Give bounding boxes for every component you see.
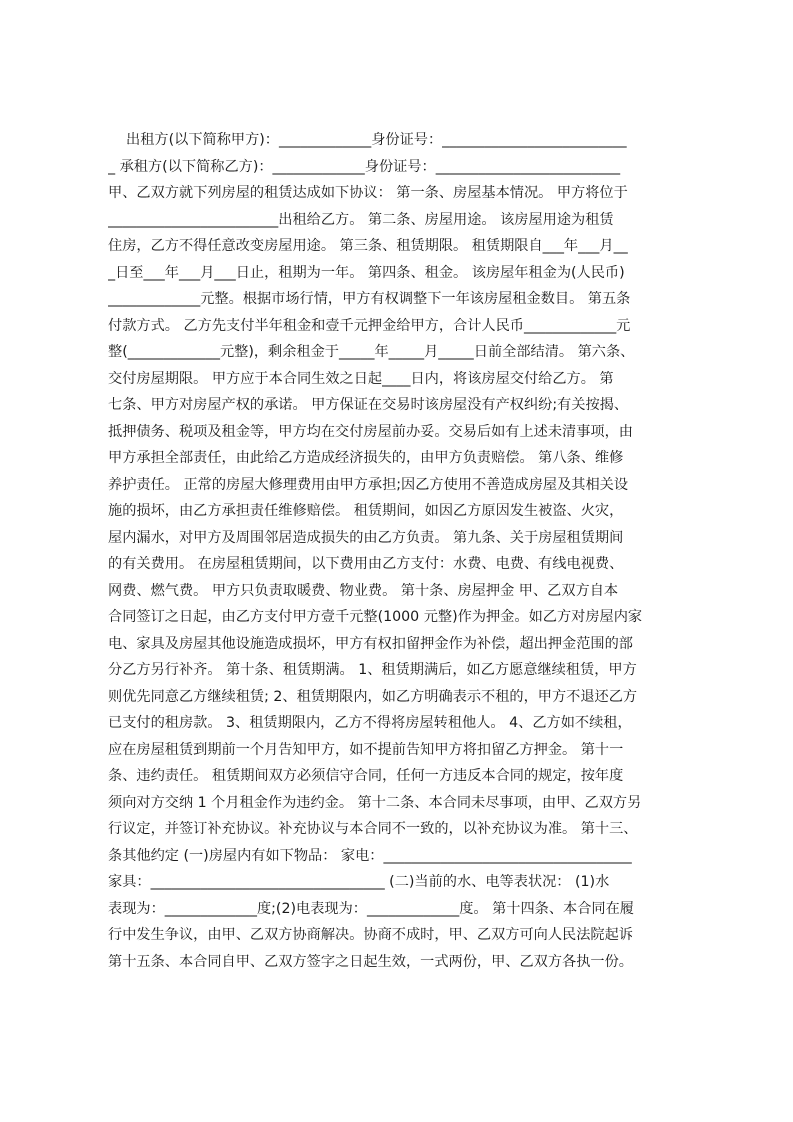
text-line: 住房，乙方不得任意改变房屋用途。 第三条、租赁期限。 租赁期限自___年___月__ bbox=[108, 238, 628, 254]
text-line: 养护责任。 正常的房屋大修理费用由甲方承担;因乙方使用不善造成房屋及其相关设 bbox=[108, 476, 629, 493]
text-line: 的有关费用。 在房屋租赁期间，以下费用由乙方支付：水费、电费、有线电视费、 bbox=[108, 556, 624, 572]
text-line: 第十五条、本合同自甲、乙双方签字之日起生效，一式两份，甲、乙双方各执一份。 bbox=[108, 953, 633, 970]
text-line: 甲方承担全部责任，由此给乙方造成经济损失的，由甲方负责赔偿。 第八条、维修 bbox=[108, 450, 624, 466]
text-line: 屋内漏水，对甲方及周围邻居造成损失的由乙方负责。 第九条、关于房屋租赁期间 bbox=[108, 529, 624, 546]
text-line: 须向对方交纳 1 个月租金作为违约金。 第十二条、本合同未尽事项，由甲、乙双方另 bbox=[108, 794, 642, 811]
text-line: 已支付的租房款。 3、租赁期限内，乙方不得将房屋转租他人。 4、乙方如不续租， bbox=[108, 715, 632, 731]
text-line: 行议定，并签订补充协议。补充协议与本合同不一致的，以补充协议为准。 第十三、 bbox=[108, 821, 638, 837]
text-line: 付款方式。 乙方先支付半年租金和壹千元押金给甲方，合计人民币_____________元 bbox=[108, 317, 631, 334]
text-line: 施的损坏，由乙方承担责任维修赔偿。 租赁期间，如因乙方原因发生被盗、火灾， bbox=[108, 503, 624, 519]
text-line: _日至___年___月___日止，租期为一年。 第四条、租金。 该房屋年租金为(人民币) bbox=[108, 264, 625, 281]
text-line: 甲、乙双方就下列房屋的租赁达成如下协议： 第一条、房屋基本情况。 甲方将位于 bbox=[108, 185, 628, 201]
text-line: 应在房屋租赁到期前一个月告知甲方，如不提前告知甲方将扣留乙方押金。 第十一 bbox=[108, 741, 624, 758]
text-line: _ 承租方(以下简称乙方)：_____________身份证号：__________________________ bbox=[108, 158, 621, 175]
text-line: 条其他约定 (一)房屋内有如下物品： 家电：___________________________________ bbox=[108, 847, 632, 864]
text-line: _____________元整。根据市场行情，甲方有权调整下一年该房屋租金数目。 第五条 bbox=[108, 291, 631, 307]
text-line: 七条、甲方对房屋产权的承诺。 甲方保证在交易时该房屋没有产权纠纷;有关按揭、 bbox=[108, 397, 629, 413]
text-line: 家具：_________________________________ (二)当前的水、电等表状况： (1)水 bbox=[108, 874, 610, 890]
text-line: 抵押债务、税项及租金等，甲方均在交付房屋前办妥。交易后如有上述未清事项，由 bbox=[108, 423, 633, 440]
text-line: 分乙方另行补齐。 第十条、租赁期满。 1、租赁期满后，如乙方愿意继续租赁，甲方 bbox=[108, 662, 637, 678]
contract-body bbox=[108, 127, 700, 975]
text-line: 交付房屋期限。 甲方应于本合同生效之日起____日内，将该房屋交付给乙方。 第 bbox=[108, 370, 614, 387]
text-line: 电、家具及房屋其他设施造成损坏，甲方有权扣留押金作为补偿，超出押金范围的部 bbox=[108, 635, 633, 652]
text-line: 整(_____________元整)，剩余租金于_____年_____月_____日前全部结清。 第六条、 bbox=[108, 344, 635, 360]
text-line: 行中发生争议，由甲、乙双方协商解决。协商不成时，甲、乙双方可向人民法院起诉 bbox=[108, 927, 633, 943]
text-line: ________________________出租给乙方。 第二条、房屋用途。 该房屋用途为租赁 bbox=[108, 211, 614, 228]
text-line: 网费、燃气费。 甲方只负责取暖费、物业费。 第十条、房屋押金 甲、乙双方自本 bbox=[108, 582, 619, 599]
text-line: 合同签订之日起，由乙方支付甲方壹千元整(1000 元整)作为押金。如乙方对房屋内家 bbox=[108, 609, 643, 625]
text-line: 条、违约责任。 租赁期间双方必须信守合同，任何一方违反本合同的规定，按年度 bbox=[108, 768, 624, 784]
text-line: 表现为：_____________度;(2)电表现为：_____________度。 第十四条、本合同在履 bbox=[108, 900, 634, 917]
text-line: 出租方(以下简称甲方)：_____________身份证号：__________________________ bbox=[108, 132, 627, 148]
text-line: 则优先同意乙方继续租赁; 2、租赁期限内，如乙方明确表示不租的，甲方不退还乙方 bbox=[108, 688, 638, 705]
